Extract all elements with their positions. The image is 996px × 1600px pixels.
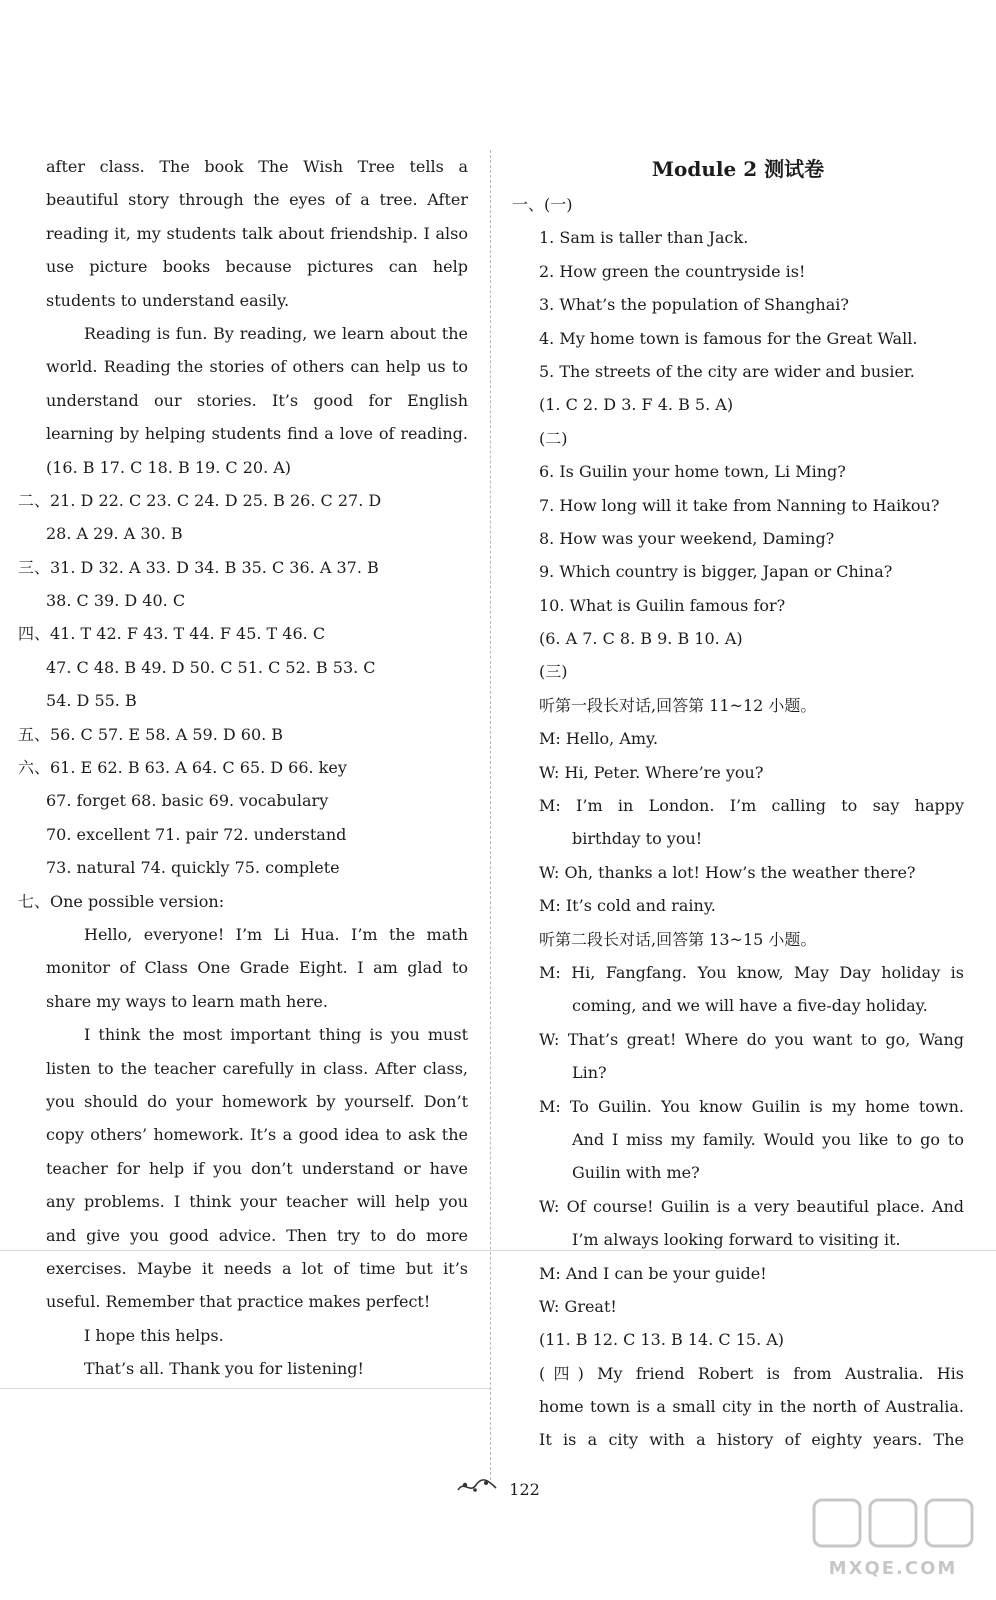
text-line: useful. Remember that practice makes perfect! bbox=[46, 1292, 431, 1312]
answer-line: 47. C 48. B 49. D 50. C 51. C 52. B 53. C bbox=[46, 657, 376, 677]
text-line: 6. Is Guilin your home town, Li Ming? bbox=[539, 462, 846, 482]
section-heading: (三) bbox=[539, 662, 568, 682]
page-number: 122 bbox=[509, 1480, 540, 1499]
scan-line bbox=[0, 1250, 996, 1251]
text-line: 8. How was your weekend, Daming? bbox=[539, 528, 835, 548]
text-line: home town is a small city in the north of Australia. bbox=[539, 1397, 964, 1417]
left-column bbox=[18, 150, 468, 1385]
section-heading: (二) bbox=[539, 428, 568, 448]
text-line: you should do your homework by yourself. Don’t bbox=[46, 1091, 468, 1111]
answer-line: (16. B 17. C 18. B 19. C 20. A) bbox=[46, 457, 292, 477]
answer-line: 38. C 39. D 40. C bbox=[46, 591, 186, 611]
answer-line: 28. A 29. A 30. B bbox=[46, 524, 183, 544]
text-line: use picture books because pictures can help bbox=[46, 257, 468, 277]
dialogue-line: W: Great! bbox=[539, 1296, 617, 1316]
dialogue-line: And I miss my family. Would you like to go to bbox=[572, 1129, 964, 1149]
answer-line: (11. B 12. C 13. B 14. C 15. A) bbox=[539, 1330, 785, 1350]
section-heading: 一、(一) bbox=[512, 195, 573, 214]
dialogue-line: coming, and we will have a five-day holiday. bbox=[572, 996, 928, 1016]
column-divider bbox=[490, 150, 491, 1480]
dialogue-line: W: Oh, thanks a lot! How’s the weather there? bbox=[539, 862, 916, 882]
text-line: 1. Sam is taller than Jack. bbox=[539, 228, 749, 248]
text-line: exercises. Maybe it needs a lot of time but it’s bbox=[46, 1258, 468, 1278]
answer-line: 三、31. D 32. A 33. D 34. B 35. C 36. A 37. B bbox=[18, 557, 379, 577]
svg-text:MXQE.COM: MXQE.COM bbox=[828, 1558, 958, 1579]
answer-line: (1. C 2. D 3. F 4. B 5. A) bbox=[539, 395, 734, 415]
text-line: reading it, my students talk about friendship. I also bbox=[46, 223, 468, 243]
text-line: beautiful story through the eyes of a tree. After bbox=[46, 190, 468, 210]
text-line: That’s all. Thank you for listening! bbox=[84, 1359, 364, 1379]
text-line: 9. Which country is bigger, Japan or China? bbox=[539, 562, 893, 582]
text-line: Reading is fun. By reading, we learn about the bbox=[84, 323, 468, 343]
dialogue-line: birthday to you! bbox=[572, 829, 703, 849]
dialogue-line: M: Hi, Fangfang. You know, May Day holiday is bbox=[539, 962, 964, 982]
scan-line bbox=[0, 1388, 490, 1389]
dialogue-line: M: I’m in London. I’m calling to say happy bbox=[539, 796, 964, 816]
text-line: listen to the teacher carefully in class. After class, bbox=[46, 1058, 468, 1078]
dialogue-line: Lin? bbox=[572, 1063, 607, 1083]
text-line: any problems. I think your teacher will help you bbox=[46, 1192, 468, 1212]
text-line: and give you good advice. Then try to do more bbox=[46, 1225, 468, 1245]
dialogue-line: W: Of course! Guilin is a very beautiful place. And bbox=[539, 1196, 964, 1216]
text-line: Hello, everyone! I’m Li Hua. I’m the math bbox=[84, 924, 468, 944]
dialogue-line: M: And I can be your guide! bbox=[539, 1263, 767, 1283]
answer-line: 五、56. C 57. E 58. A 59. D 60. B bbox=[18, 724, 284, 744]
watermark-logo bbox=[808, 1494, 978, 1584]
answer-line: 73. natural 74. quickly 75. complete bbox=[46, 858, 340, 878]
text-line: understand our stories. It’s good for English bbox=[46, 390, 468, 410]
answer-line: 六、61. E 62. B 63. A 64. C 65. D 66. key bbox=[18, 758, 347, 778]
dialogue-line: Guilin with me? bbox=[572, 1163, 700, 1183]
text-line: I hope this helps. bbox=[84, 1325, 224, 1345]
text-line: 10. What is Guilin famous for? bbox=[539, 595, 786, 615]
text-line: copy others’ homework. It’s a good idea to ask the bbox=[46, 1125, 468, 1145]
dialogue-line: M: To Guilin. You know Guilin is my home town. bbox=[539, 1096, 964, 1116]
text-line: 2. How green the countryside is! bbox=[539, 261, 806, 281]
text-line: 7. How long will it take from Nanning to Haikou? bbox=[539, 495, 940, 515]
instruction-line: 听第二段长对话,回答第 13~15 小题。 bbox=[539, 929, 817, 949]
section-title: Module 2 测试卷 bbox=[651, 157, 825, 181]
section-heading: 七、One possible version: bbox=[18, 891, 225, 911]
instruction-line: 听第一段长对话,回答第 11~12 小题。 bbox=[539, 695, 817, 715]
text-line: world. Reading the stories of others can help us to bbox=[46, 357, 468, 377]
answer-line: 二、21. D 22. C 23. C 24. D 25. B 26. C 27. D bbox=[18, 490, 382, 510]
dialogue-line: M: It’s cold and rainy. bbox=[539, 896, 716, 916]
dialogue-line: M: Hello, Amy. bbox=[539, 729, 659, 749]
dialogue-line: W: Hi, Peter. Where’re you? bbox=[539, 762, 764, 782]
text-line: learning by helping students find a love of reading. bbox=[46, 424, 468, 444]
text-line: monitor of Class One Grade Eight. I am glad to bbox=[46, 958, 468, 978]
text-line: 5. The streets of the city are wider and busier. bbox=[539, 361, 915, 381]
text-line: 4. My home town is famous for the Great Wall. bbox=[539, 328, 918, 348]
answer-line: 54. D 55. B bbox=[46, 691, 137, 711]
answer-line: 67. forget 68. basic 69. vocabulary bbox=[46, 791, 329, 811]
text-line: 3. What’s the population of Shanghai? bbox=[539, 295, 849, 315]
answer-line: 70. excellent 71. pair 72. understand bbox=[46, 824, 347, 844]
dialogue-line: I’m always looking forward to visiting it. bbox=[572, 1230, 901, 1250]
text-line: share my ways to learn math here. bbox=[46, 991, 328, 1011]
text-line: It is a city with a history of eighty years. The bbox=[539, 1430, 964, 1450]
ornament-icon bbox=[456, 1476, 498, 1506]
text-line: I think the most important thing is you must bbox=[84, 1025, 468, 1045]
right-column bbox=[512, 150, 964, 1457]
text-line: students to understand easily. bbox=[46, 290, 290, 310]
text-line: after class. The book The Wish Tree tells a bbox=[46, 157, 468, 176]
dialogue-line: W: That’s great! Where do you want to go, Wang bbox=[539, 1029, 964, 1049]
text-line: teacher for help if you don’t understand or have bbox=[46, 1158, 468, 1178]
answer-line: (6. A 7. C 8. B 9. B 10. A) bbox=[539, 629, 743, 649]
answer-line: 四、41. T 42. F 43. T 44. F 45. T 46. C bbox=[18, 624, 326, 644]
text-line: (四) My friend Robert is from Australia. His bbox=[539, 1363, 964, 1383]
